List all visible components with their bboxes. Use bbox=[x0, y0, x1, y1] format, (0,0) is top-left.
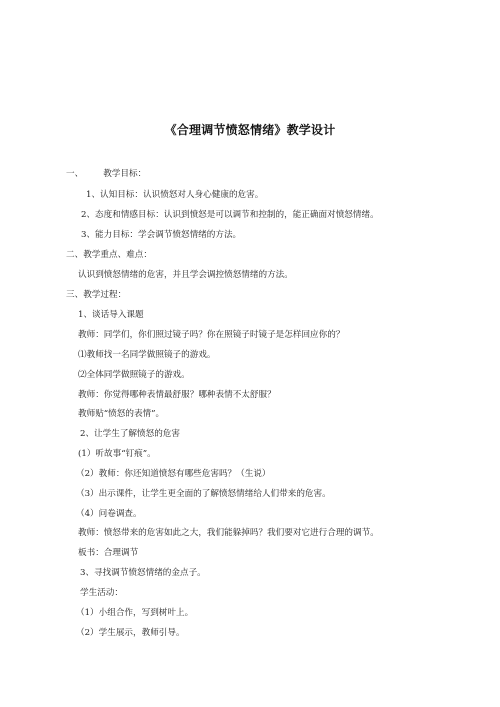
section-heading-key-points: 二、教学重点、难点： bbox=[66, 250, 152, 260]
process-line: 1、谈话导入课题 bbox=[78, 310, 144, 320]
objective-item: 3、能力目标：学会调节愤怒情绪的方法。 bbox=[81, 230, 242, 240]
process-line: 教师：愤怒带来的危害如此之大，我们能躲掉吗？我们要对它进行合理的调节。 bbox=[78, 528, 379, 538]
process-line: 学生活动： bbox=[80, 588, 123, 598]
objective-item: 2、态度和情感目标：认识到愤怒是可以调节和控制的，能正确面对愤怒情绪。 bbox=[81, 210, 379, 220]
process-line: （2）教师：你还知道愤怒有哪些危害吗？（生说） bbox=[76, 469, 271, 479]
section-heading-objectives bbox=[66, 169, 146, 180]
process-line: （4）问卷调查。 bbox=[76, 509, 142, 519]
process-line: （1）小组合作，写到树叶上。 bbox=[76, 608, 194, 618]
process-line: （3）出示课件，让学生更全面的了解愤怒情绪给人们带来的危害。 bbox=[76, 489, 331, 499]
process-line: 教师贴“愤怒的表情”。 bbox=[78, 409, 165, 419]
process-line: (1）听故事“钉痕”。 bbox=[78, 449, 156, 459]
section-number: 一、 bbox=[66, 169, 84, 179]
section-heading-process: 三、教学过程： bbox=[66, 290, 127, 300]
process-line: ⑵全体同学做照镜子的游戏。 bbox=[78, 370, 190, 380]
section-heading-text: 教学目标： bbox=[103, 169, 147, 179]
process-line: 教师：同学们，你们照过镜子吗？你在照镜子时镜子是怎样回应你的？ bbox=[78, 330, 345, 340]
process-line: ⑴教师找一名同学做照镜子的游戏。 bbox=[78, 350, 216, 360]
process-line: （2）学生展示，教师引导。 bbox=[76, 628, 185, 638]
process-line: 教师：你觉得哪种表情最舒服？哪种表情不太舒服？ bbox=[78, 390, 276, 400]
process-line: 2、让学生了解愤怒的危害 bbox=[80, 429, 180, 439]
document-title: 《合理调节愤怒情绪》教学设计 bbox=[164, 123, 336, 137]
objective-item: 1、认知目标：认识愤怒对人身心健康的危害。 bbox=[86, 190, 264, 200]
process-line: 板书：合理调节 bbox=[78, 548, 139, 558]
process-line: 3、寻找调节愤怒情绪的金点子。 bbox=[80, 568, 206, 578]
key-points-text: 认识到愤怒情绪的危害，并且学会调控愤怒情绪的方法。 bbox=[78, 270, 293, 280]
